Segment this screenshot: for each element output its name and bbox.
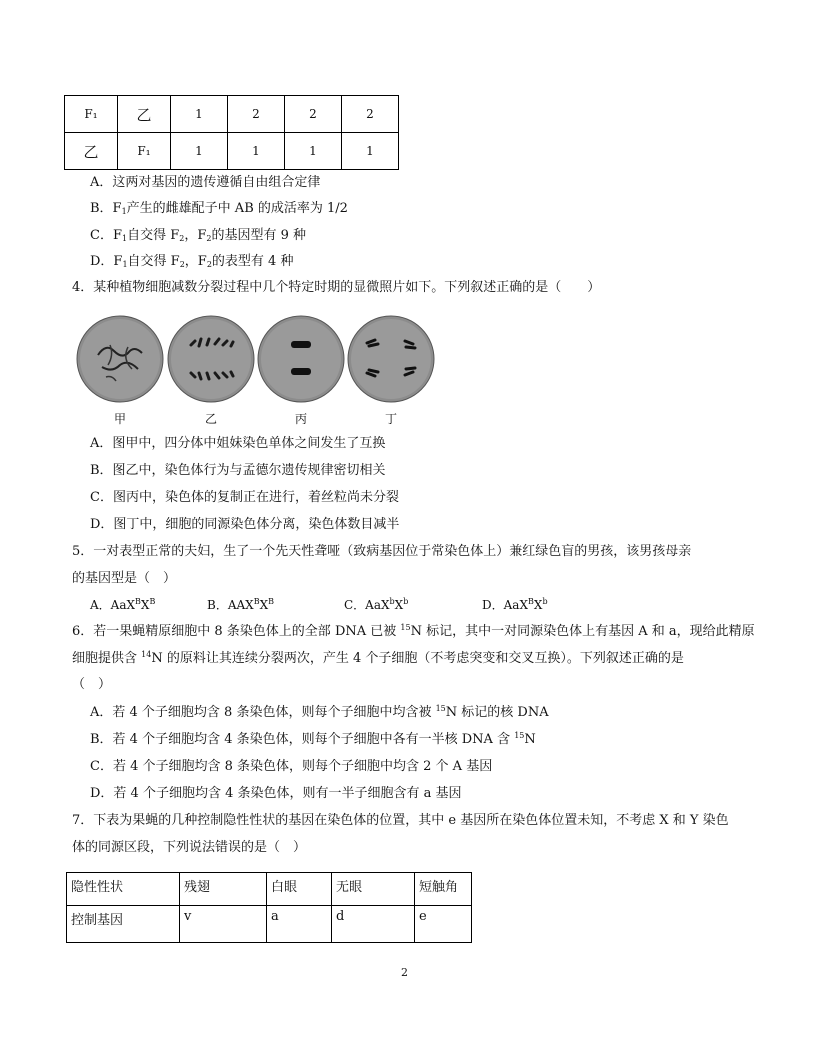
q5-stem-line2: 的基因型是（ ） (72, 571, 177, 586)
table-header-cell: 隐性性状 (67, 873, 180, 906)
q3-option-b: B．$F_1$产生的雌雄配子中 AB 的成活率为 1/2 (90, 201, 348, 216)
table-cell: 1 (171, 133, 228, 170)
q6-option-d: D．若 4 个子细胞均含 4 条染色体，则有一半子细胞含有 a 基因 (90, 786, 462, 801)
table-cell: 控制基因 (67, 906, 180, 943)
q5-option-d: D．$AaX^BX^b$ (482, 597, 548, 612)
q3-option-d: D．$F_1$自交得 $F_2$，$F_2$的表型有 4 种 (90, 254, 294, 269)
label-bing: 丙 (294, 412, 307, 426)
q4-option-d: D．图丁中，细胞的同源染色体分离，染色体数目减半 (90, 517, 400, 532)
table-row (65, 96, 399, 133)
q6-option-b: B．若 4 个子细胞均含 4 条染色体，则每个子细胞中各有一半核 DNA 含 $^{15}$N (90, 731, 536, 747)
table-cell: 2 (285, 96, 342, 133)
table-header-cell: 无眼 (332, 873, 415, 906)
table-cell: 1 (342, 133, 399, 170)
q4-option-a: A．图甲中，四分体中姐妹染色单体之间发生了互换 (90, 436, 386, 451)
q5-option-b: B．$AAX^BX^B$ (207, 597, 275, 612)
table-header-cell: 白眼 (267, 873, 332, 906)
q7-stem-line2: 体的同源区段，下列说法错误的是（ ） (72, 840, 307, 855)
q5-stem-line1: 5．一对表型正常的夫妇，生了一个先天性聋哑（致病基因位于常染色体上）兼红绿色盲的男孩，该男孩母亲 (72, 544, 692, 559)
table-cell: 乙 (118, 96, 171, 133)
q3-option-c: C．$F_1$自交得 $F_2$，$F_2$的基因型有 9 种 (90, 228, 306, 243)
q5-option-c: C．$AaX^bX^b$ (344, 597, 409, 612)
micrograph-bing (257, 315, 345, 403)
table-cell: 1 (285, 133, 342, 170)
q6-stem-line1: 6．若一果蝇精原细胞中 8 条染色体上的全部 DNA 已被 $^{15}$N 标记，其中一对同源染色体上有基因 A 和 a，现给此精原 (72, 623, 755, 639)
q5-option-a: A．$AaX^BX^B$ (90, 597, 156, 612)
q3-option-a: A．这两对基因的遗传遵循自由组合定律 (90, 175, 321, 190)
table-cell: d (332, 906, 415, 943)
q6-stem-line3: （ ） (72, 677, 112, 692)
q4-option-c: C．图丙中，染色体的复制正在进行，着丝粒尚未分裂 (90, 490, 399, 505)
gene-table (66, 872, 472, 943)
table-cell: a (267, 906, 332, 943)
micrograph-yi (167, 315, 255, 403)
label-jia: 甲 (113, 412, 126, 426)
table-cell: 乙 (65, 133, 118, 170)
q4-option-b: B．图乙中，染色体行为与孟德尔遗传规律密切相关 (90, 463, 386, 478)
micrograph-jia (76, 315, 164, 403)
table-cell: v (180, 906, 267, 943)
table-header-cell: 短触角 (415, 873, 472, 906)
q4-stem: 4．某种植物细胞减数分裂过程中几个特定时期的显微照片如下。下列叙述正确的是（ ） (72, 280, 601, 295)
table-row (65, 133, 399, 170)
q7-stem-line1: 7．下表为果蝇的几种控制隐性性状的基因在染色体的位置，其中 e 基因所在染色体位置未知，不考虑 X 和 Y 染色 (72, 813, 729, 828)
table-cell: F₁ (118, 133, 171, 170)
table-cell: e (415, 906, 472, 943)
label-ding: 丁 (384, 412, 397, 426)
table-row (67, 906, 472, 943)
micrograph-ding (347, 315, 435, 403)
label-yi: 乙 (204, 412, 217, 426)
q6-option-c: C．若 4 个子细胞均含 8 条染色体，则每个子细胞中均含 2 个 A 基因 (90, 759, 493, 774)
table-cell: 1 (228, 133, 285, 170)
q6-stem-line2: 细胞提供含 $^{14}$N 的原料让其连续分裂两次，产生 4 个子细胞（不考虑突变和交叉互换）。下列叙述正确的是 (72, 650, 684, 666)
table-header-cell: 残翅 (180, 873, 267, 906)
page-number: 2 (401, 966, 408, 979)
q6-option-a: A．若 4 个子细胞均含 8 条染色体，则每个子细胞中均含被 $^{15}$N 标记的核 DNA (90, 704, 549, 720)
table-cell: F₁ (65, 96, 118, 133)
table-cell: 2 (342, 96, 399, 133)
table-row (67, 873, 472, 906)
table-cell: 2 (228, 96, 285, 133)
cross-table (64, 95, 399, 170)
table-cell: 1 (171, 96, 228, 133)
